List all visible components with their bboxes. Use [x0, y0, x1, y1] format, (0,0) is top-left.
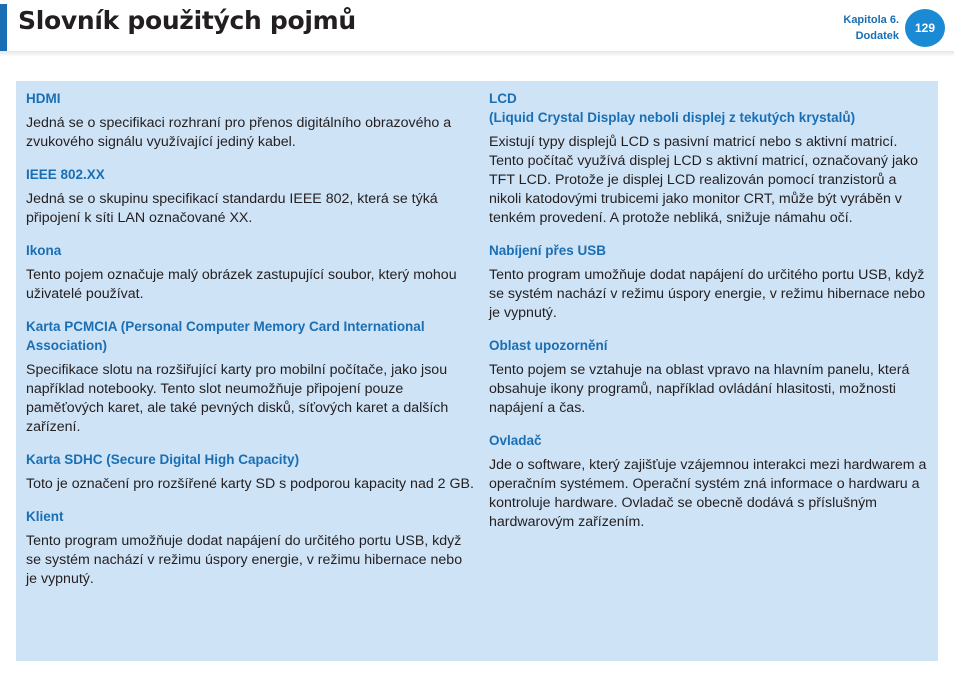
glossary-definition: Toto je označení pro rozšířené karty SD s podporou kapacity nad 2 GB. [26, 476, 474, 492]
glossary-definition: Existují typy displejů LCD s pasivní matricí nebo s aktivní matricí. Tento počítač využívá displej LCD s aktivní matricí, označovaný jako TFT LCD. Protože je displej LCD realizován pomocí tranzistorů a nikoli katodovými trubicemi jako monitor CRT, může být vyráběn v tenkém provedení. A protože nebliká, snižuje námahu očí. [489, 134, 918, 226]
glossary-term: Klient [26, 509, 64, 524]
page-title: Slovník použitých pojmů [18, 6, 356, 35]
chapter-info [843, 12, 899, 44]
glossary-definition: Tento pojem označuje malý obrázek zastupující soubor, který mohou uživatelé používat. [26, 267, 457, 302]
glossary-entry-driver [489, 431, 931, 532]
glossary-definition: Tento program umožňuje dodat napájení do určitého portu USB, když se systém nachází v režimu úspory energie, v režimu hibernace nebo je vypnutý. [489, 267, 926, 321]
glossary-definition: Jedná se o skupinu specifikací standardu IEEE 802, která se týká připojení k síti LAN označované XX. [26, 191, 438, 226]
glossary-definition: Jde o software, který zajišťuje vzájemnou interakci mezi hardwarem a operačním systémem. Operační systém zná informace o hardwaru a kontroluje hardware. Ovladač se obecně dodává s příslušným hardwarovým zařízením. [489, 457, 927, 530]
glossary-panel [16, 81, 938, 661]
glossary-entry-ieee [26, 165, 474, 228]
glossary-term: Nabíjení přes USB [489, 243, 607, 258]
glossary-entry-ikona [26, 241, 474, 304]
page-number-badge: 129 [905, 9, 945, 47]
glossary-entry-pcmcia [26, 317, 474, 437]
glossary-term-main: LCD [489, 91, 517, 106]
glossary-term: Ikona [26, 243, 62, 258]
glossary-term [489, 89, 931, 127]
section-label: Dodatek [855, 30, 899, 42]
glossary-term: Karta PCMCIA (Personal Computer Memory Card International Association) [26, 319, 425, 353]
glossary-column-right [489, 89, 931, 545]
glossary-entry-sdhc [26, 450, 474, 494]
glossary-definition: Specifikace slotu na rozšiřující karty pro mobilní počítače, jako jsou například notebooky. Tento slot neumožňuje připojení pouze paměťových karet, ale také pevných disků, síťových karet a dalších zařízení. [26, 362, 449, 435]
glossary-entry-notification-area [489, 336, 931, 418]
glossary-definition: Tento pojem se vztahuje na oblast vpravo na hlavním panelu, která obsahuje ikony programů, například ovládání hlasitosti, možnosti napájení a čas. [489, 362, 910, 416]
header-accent-bar [0, 4, 7, 52]
glossary-entry-hdmi [26, 89, 474, 152]
glossary-term: HDMI [26, 91, 61, 106]
glossary-column-left [26, 89, 474, 602]
glossary-definition: Tento program umožňuje dodat napájení do určitého portu USB, když se systém nachází v režimu úspory energie, v režimu hibernace nebo je vypnutý. [26, 533, 463, 587]
glossary-entry-lcd [489, 89, 931, 228]
glossary-term-subtitle: (Liquid Crystal Display neboli displej z tekutých krystalů) [489, 110, 856, 125]
glossary-term: Karta SDHC (Secure Digital High Capacity) [26, 452, 300, 467]
chapter-label: Kapitola 6. [843, 14, 899, 26]
glossary-entry-usb-charging [489, 241, 931, 323]
glossary-term: Oblast upozornění [489, 338, 608, 353]
header-divider [0, 51, 954, 57]
glossary-entry-klient [26, 507, 474, 589]
glossary-term: Ovladač [489, 433, 542, 448]
glossary-definition: Jedná se o specifikaci rozhraní pro přenos digitálního obrazového a zvukového signálu využívající jediný kabel. [26, 115, 452, 150]
glossary-term: IEEE 802.XX [26, 167, 105, 182]
